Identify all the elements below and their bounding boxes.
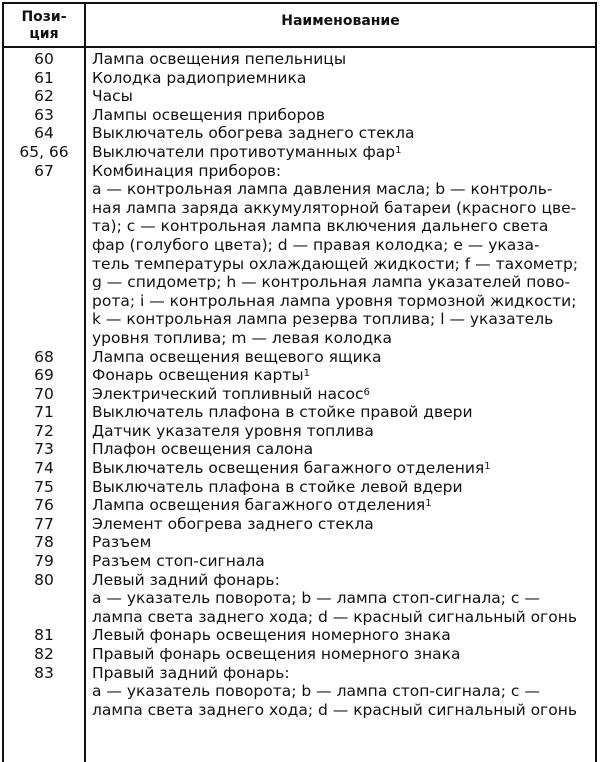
row-description — [84, 87, 595, 106]
table-row — [4, 366, 595, 385]
row-description — [84, 533, 595, 552]
row-position: 77 — [34, 514, 54, 533]
row-name: Датчик указателя уровня топлива — [92, 421, 374, 440]
row-name-line — [92, 626, 591, 645]
row-name-line — [92, 496, 591, 515]
row-description — [84, 106, 595, 125]
table-row — [4, 459, 595, 478]
row-name-line — [92, 459, 591, 478]
row-name: Левый фонарь освещения номерного знака — [92, 626, 451, 645]
table-row — [4, 124, 595, 143]
table-row — [4, 422, 595, 441]
row-name: Правый фонарь освещения номерного знака — [92, 645, 461, 663]
row-position: 73 — [34, 440, 54, 459]
row-description — [84, 626, 595, 645]
row-footnote-mark: 1 — [395, 144, 402, 156]
row-position: 81 — [34, 626, 54, 645]
row-description — [84, 385, 595, 404]
row-description — [84, 571, 595, 627]
row-detail-line: фар (голубого цвета); d — правая колодка; е — указа- — [92, 235, 540, 254]
table-row — [4, 143, 595, 162]
row-name: Лампа освещения багажного отделения — [92, 496, 426, 515]
row-name-line — [92, 478, 591, 497]
row-description — [84, 69, 595, 88]
row-name-line — [92, 50, 591, 69]
row-name: Выключатель освещения багажного отделения — [92, 459, 485, 478]
row-description — [84, 348, 595, 367]
table-row — [4, 106, 595, 125]
row-name-line — [92, 645, 591, 664]
row-detail-line: k — контрольная лампа резерва топлива; l — указатель — [92, 310, 554, 329]
table-row — [4, 87, 595, 106]
row-name: Плафон освещения салона — [92, 440, 314, 459]
row-position: 60 — [34, 50, 54, 68]
row-name-line — [92, 69, 591, 88]
row-position: 74 — [34, 459, 54, 478]
row-position: 61 — [34, 68, 54, 87]
row-description — [84, 515, 595, 534]
row-description — [84, 422, 595, 441]
row-detail-line: та); с — контрольная лампа включения дальнего света — [92, 217, 549, 236]
row-position: 75 — [34, 477, 54, 496]
row-footnote-mark: 6 — [363, 386, 370, 398]
table-row — [4, 552, 595, 571]
row-name-line — [92, 403, 591, 422]
parts-legend-table — [2, 2, 597, 762]
row-name-line — [92, 124, 591, 143]
row-name: Лампа освещения вещевого ящика — [92, 347, 382, 366]
row-name: Выключатель обогрева заднего стекла — [92, 124, 415, 143]
row-detail-line: уровня топлива; m — левая колодка — [92, 328, 393, 347]
row-description — [84, 162, 595, 348]
row-name: Лампы освещения приборов — [92, 105, 325, 124]
row-description — [84, 478, 595, 497]
row-name-line — [92, 385, 591, 404]
table-body — [4, 50, 595, 719]
table-row — [4, 440, 595, 459]
row-name: Выключатель плафона в стойке левой вдери — [92, 477, 463, 496]
row-name-line — [92, 87, 591, 106]
table-row — [4, 348, 595, 367]
row-position: 78 — [34, 533, 54, 552]
table-row — [4, 515, 595, 534]
row-name: Лампа освещения пепельницы — [92, 50, 347, 68]
table-row — [4, 645, 595, 664]
row-detail-line: тель температуры охлаждающей жидкости; f — тахометр; — [92, 254, 579, 273]
table-row — [4, 626, 595, 645]
row-name: Левый задний фонарь: — [92, 570, 280, 589]
row-name: Выключатель плафона в стойке правой двери — [92, 403, 473, 422]
row-detail-line: рота; i — контрольная лампа уровня тормозной жидкости; — [92, 291, 577, 310]
row-detail-line: лампа света заднего хода; d — красный сигнальный огонь — [92, 607, 577, 626]
row-position: 83 — [34, 663, 54, 682]
row-name-line — [92, 106, 591, 125]
row-name: Разъем стоп-сигнала — [92, 552, 265, 571]
row-detail-line: ная лампа заряда аккумуляторной батареи (красного цве- — [92, 198, 577, 217]
table-header — [4, 4, 595, 48]
row-position: 64 — [34, 124, 54, 143]
row-position: 71 — [34, 403, 54, 422]
table-row — [4, 69, 595, 88]
row-name-line — [92, 422, 591, 441]
row-detail-line: лампа света заднего хода; d — красный сигнальный огонь — [92, 700, 577, 719]
row-description — [84, 552, 595, 571]
row-position: 80 — [34, 570, 54, 589]
row-position: 62 — [34, 87, 54, 106]
table-row — [4, 496, 595, 515]
name-column-header: Наименование — [281, 13, 400, 29]
table-row — [4, 664, 595, 720]
table-row — [4, 478, 595, 497]
position-column-header — [4, 9, 84, 43]
row-detail-line: а — контрольная лампа давления масла; b — контроль- — [92, 180, 553, 199]
row-description — [84, 403, 595, 422]
row-position: 82 — [34, 645, 54, 663]
row-detail-line: g — спидометр; h — контрольная лампа указателей пово- — [92, 273, 571, 292]
row-position: 72 — [34, 421, 54, 440]
row-description — [84, 143, 595, 162]
row-position: 63 — [34, 105, 54, 124]
table-row — [4, 571, 595, 627]
row-name: Фонарь освещения карты — [92, 366, 304, 385]
table-row — [4, 162, 595, 348]
row-position: 69 — [34, 366, 54, 385]
row-description — [84, 645, 595, 664]
table-row — [4, 533, 595, 552]
row-name: Выключатели противотуманных фар — [92, 142, 396, 161]
row-detail-line: а — указатель поворота; b — лампа стоп-сигнала; с — — [92, 682, 540, 701]
row-position: 79 — [34, 552, 54, 571]
row-name-line — [92, 143, 591, 162]
row-description — [84, 459, 595, 478]
row-detail-line: а — указатель поворота; b — лампа стоп-сигнала; с — — [92, 589, 540, 608]
row-position: 76 — [34, 496, 54, 515]
row-footnote-mark: 1 — [303, 368, 310, 380]
row-position: 67 — [34, 161, 54, 180]
row-name: Элемент обогрева заднего стекла — [92, 514, 374, 533]
row-name-line — [92, 440, 591, 459]
row-name-line — [92, 533, 591, 552]
position-header-line1: Пози- — [21, 9, 67, 25]
row-name-line — [92, 366, 591, 385]
table-row — [4, 403, 595, 422]
row-name-line — [92, 571, 591, 590]
row-position: 70 — [34, 384, 54, 403]
row-description — [84, 366, 595, 385]
row-position: 65, 66 — [19, 142, 69, 161]
row-description — [84, 664, 595, 720]
row-description — [84, 440, 595, 459]
row-name: Колодка радиоприемника — [92, 68, 307, 87]
row-name: Правый задний фонарь: — [92, 663, 290, 682]
position-header-line2: ция — [29, 26, 59, 42]
row-name: Разъем — [92, 533, 152, 552]
row-name-line — [92, 348, 591, 367]
row-name: Часы — [92, 87, 133, 106]
row-name: Электрический топливный насос — [92, 384, 364, 403]
row-name-line — [92, 664, 591, 683]
row-name: Комбинация приборов: — [92, 161, 282, 180]
row-footnote-mark: 1 — [425, 498, 432, 510]
row-name-line — [92, 515, 591, 534]
row-footnote-mark: 1 — [484, 461, 491, 473]
table-row — [4, 385, 595, 404]
row-position: 68 — [34, 347, 54, 366]
row-description — [84, 124, 595, 143]
row-description — [84, 50, 595, 69]
row-name-line — [92, 162, 591, 181]
row-description — [84, 496, 595, 515]
table-row — [4, 50, 595, 69]
row-name-line — [92, 552, 591, 571]
